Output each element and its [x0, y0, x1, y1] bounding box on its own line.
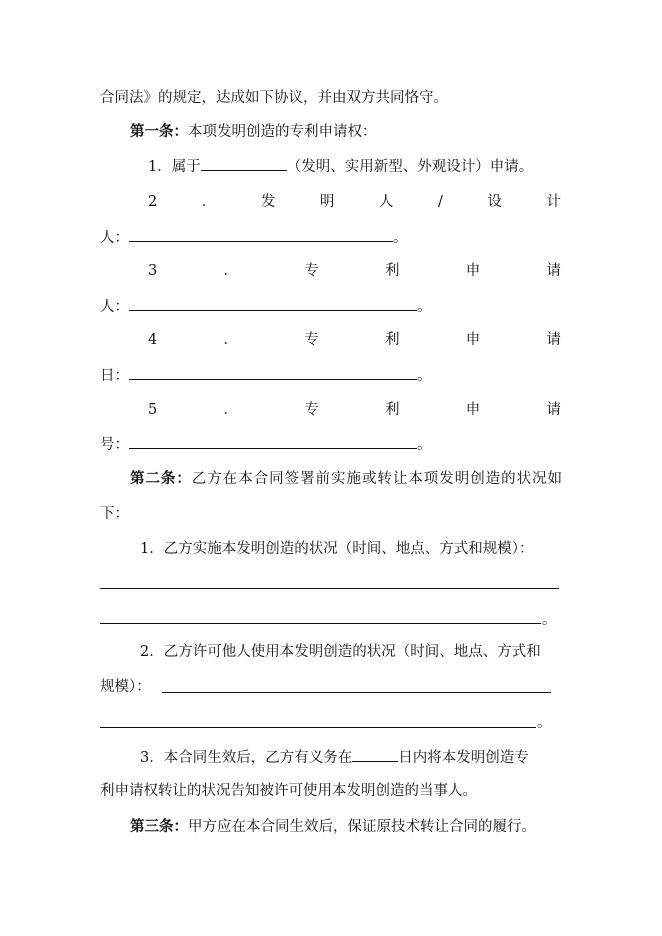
token: ．: [223, 332, 238, 348]
article1-item2: [148, 192, 561, 212]
article3-title: [130, 817, 536, 837]
token: ．: [223, 402, 238, 418]
token: 明: [319, 194, 335, 210]
token: 申: [465, 263, 481, 279]
article2-text: 乙方在本合同签署前实施或转让本项发明创造的状况如: [191, 471, 563, 487]
period: 。: [417, 368, 432, 384]
token: 请: [546, 402, 561, 418]
token: 请: [546, 332, 561, 348]
label: 日：: [100, 368, 129, 384]
application-number-line: [100, 434, 432, 454]
article1-title: [130, 122, 377, 142]
applicant-line: [100, 296, 432, 316]
article2-item1: 1．乙方实施本发明创造的状况（时间、地点、方式和规模）：: [140, 541, 534, 557]
article2-title: [130, 469, 562, 489]
article2-heading: 第二条：: [130, 470, 192, 487]
article2-item3: [140, 747, 529, 767]
application-date-blank[interactable]: [129, 365, 417, 380]
period: 。: [542, 612, 557, 628]
token: 4: [148, 332, 158, 348]
token: 人: [378, 194, 394, 210]
item2-blank-line1[interactable]: [162, 692, 551, 693]
invention-type-blank[interactable]: [201, 156, 287, 171]
applicant-blank[interactable]: [129, 296, 417, 311]
token: ．: [223, 263, 238, 279]
article3-heading: 第三条：: [130, 818, 188, 835]
article3-text: 甲方应在本合同生效后，保证原技术转让合同的履行。: [188, 819, 536, 835]
token: 专: [304, 402, 319, 418]
token: 专: [304, 332, 319, 348]
period: 。: [417, 299, 432, 315]
article1-item4: [148, 330, 561, 350]
item1-prefix: 1．属于: [148, 159, 201, 175]
intro-line: 合同法》的规定，达成如下协议，并由双方共同恪守。: [100, 90, 448, 106]
token: 3: [148, 263, 158, 279]
article2-item3-cont: 利申请权转让的状况告知被许可使用本发明创造的当事人。: [100, 783, 477, 799]
token: 利: [384, 263, 400, 279]
token: 申: [465, 332, 481, 348]
inventor-blank[interactable]: [129, 227, 393, 242]
article1-text: 本项发明创造的专利申请权：: [188, 124, 377, 140]
days-blank[interactable]: [352, 747, 398, 762]
token: 申: [465, 402, 481, 418]
token: 设: [487, 194, 502, 210]
inventor-line: [100, 227, 408, 247]
token: 请: [546, 263, 561, 279]
article1-item5: [148, 400, 561, 420]
token: 专: [304, 263, 319, 279]
item3-prefix: 3．本合同生效后，乙方有义务在: [140, 750, 353, 766]
item1-blank-line2[interactable]: [100, 623, 541, 624]
article1-item1: [148, 156, 533, 176]
token: /: [437, 194, 443, 210]
token: 利: [384, 332, 400, 348]
article1-heading: 第一条：: [130, 123, 188, 140]
article2-text-cont: 下：: [100, 506, 129, 522]
item3-suffix: 日内将本发明创造专: [398, 750, 529, 766]
item1-blank-line1[interactable]: [100, 588, 559, 589]
period: 。: [393, 230, 408, 246]
label: 号：: [100, 437, 129, 453]
application-number-blank[interactable]: [129, 434, 417, 449]
period: 。: [417, 437, 432, 453]
article2-item2: 2．乙方许可他人使用本发明创造的状况（时间、地点、方式和: [140, 644, 541, 660]
item1-suffix: （发明、实用新型、外观设计）申请。: [286, 159, 534, 175]
token: 5: [148, 402, 158, 418]
token: 利: [384, 402, 400, 418]
article2-item2-cont: 规模）：: [100, 679, 151, 695]
article1-item3: [148, 261, 561, 281]
token: 计: [546, 194, 561, 210]
application-date-line: [100, 365, 432, 385]
token: 发: [260, 194, 276, 210]
token: ．: [201, 194, 217, 210]
label: 人：: [100, 299, 129, 315]
token: 2: [148, 194, 158, 210]
period: 。: [537, 715, 552, 731]
item2-blank-line2[interactable]: [100, 727, 536, 728]
label: 人：: [100, 230, 129, 246]
